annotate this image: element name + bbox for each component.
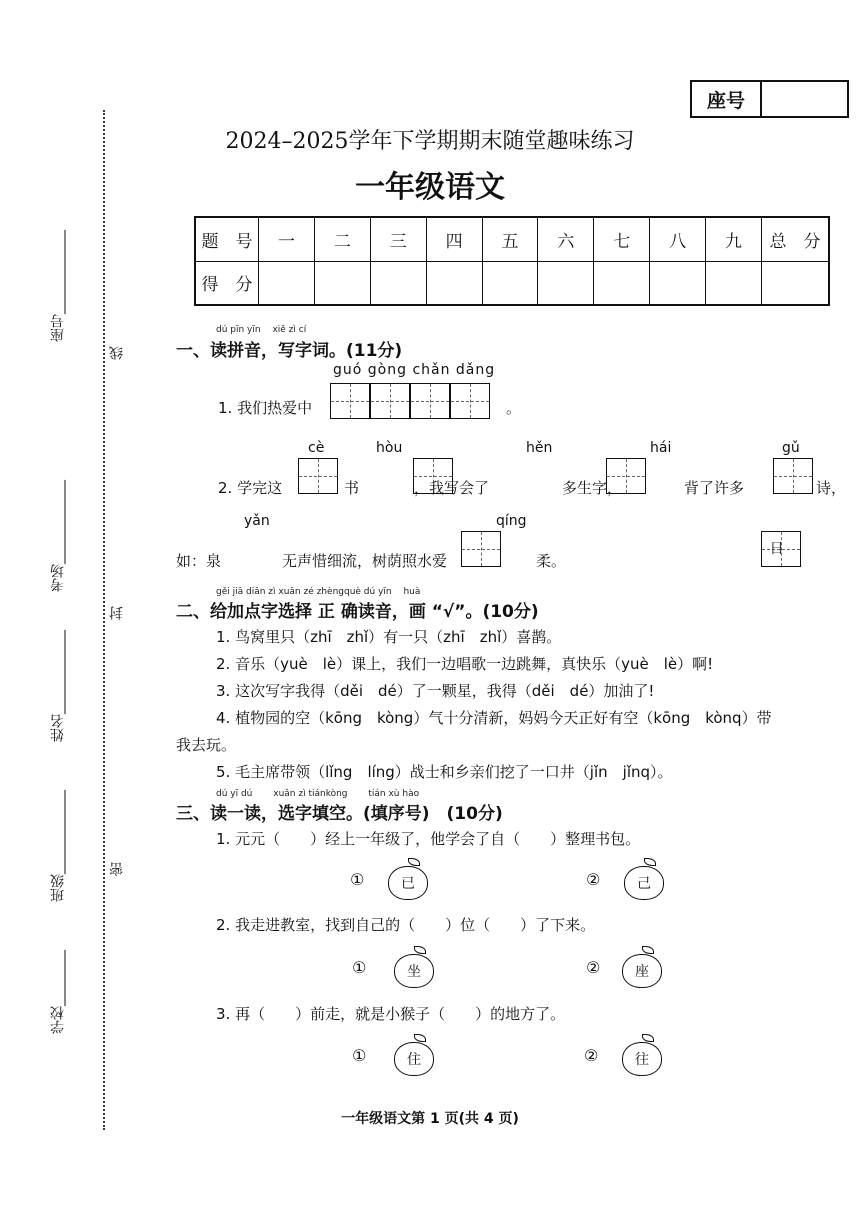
section2-pinyin: gěi jiā diǎn zì xuǎn zé zhèngquè dú yīn huà <box>216 587 421 597</box>
q2-text: 书 <box>344 479 360 497</box>
write-box[interactable] <box>450 383 490 419</box>
subject-title: 一年级语文 <box>355 170 505 205</box>
apple-icon[interactable]: 已 <box>386 858 432 902</box>
q2-text: 多生字， <box>562 479 623 497</box>
q2-pinyin: hòu <box>376 440 403 456</box>
option-number: ② <box>586 958 601 977</box>
score-cell: 六 <box>538 217 594 261</box>
exam-title: 2024–2025学年下学期期末随堂趣味练习 <box>225 129 635 154</box>
q3-text: 柔。 <box>536 552 567 570</box>
score-cell: 八 <box>650 217 706 261</box>
option-number: ① <box>352 958 367 977</box>
seat-number-box <box>690 80 849 118</box>
q2-pinyin: hěn <box>526 440 553 456</box>
room-label: 考场____________ <box>50 480 66 592</box>
score-entry[interactable] <box>314 261 370 305</box>
class-label: 班级____________ <box>50 790 66 902</box>
binding-dotted-line <box>103 110 105 1130</box>
option-number: ② <box>584 1046 599 1065</box>
score-cell: 题 号 <box>195 217 259 261</box>
score-table <box>194 216 830 306</box>
section3-question: 2. 我走进教室，找到自己的（ ）位（ ）了下来。 <box>216 916 596 934</box>
apple-icon[interactable]: 坐 <box>392 946 438 990</box>
option-number: ① <box>350 870 365 889</box>
score-entry[interactable] <box>538 261 594 305</box>
q3-text: 如：泉 <box>176 552 222 570</box>
q2-pinyin: hái <box>650 440 672 456</box>
q2-pinyin: cè <box>308 440 325 456</box>
option-number: ① <box>352 1046 367 1065</box>
school-label: 学校________ <box>50 950 66 1034</box>
apple-icon[interactable]: 己 <box>622 858 668 902</box>
section3-question: 1. 元元（ ）经上一年级了，他学会了自（ ）整理书包。 <box>216 830 641 848</box>
q1-pinyin: guó gòng chǎn dǎng <box>333 362 496 378</box>
q2-text: 诗， <box>816 479 847 497</box>
apple-icon[interactable]: 往 <box>620 1034 666 1078</box>
score-entry[interactable] <box>706 261 762 305</box>
section2-item: 2. 音乐（yuè lè）课上，我们一边唱歌一边跳舞，真快乐（yuè lè）啊! <box>216 655 714 673</box>
score-cell: 九 <box>706 217 762 261</box>
score-entry[interactable] <box>594 261 650 305</box>
score-entry[interactable] <box>482 261 538 305</box>
seal-xian: 线 <box>109 346 125 360</box>
score-cell: 三 <box>370 217 426 261</box>
section2-item: 5. 毛主席带领（lǐng líng）战士和乡亲们挖了一口井（jǐn jǐnq）。 <box>216 763 673 781</box>
section2-item: 4. 植物园的空（kōng kòng）气十分清新，妈妈今天正好有空（kōng kònq）带 <box>216 709 772 727</box>
seal-mi: 密 <box>109 862 125 876</box>
name-label: 姓名____________ <box>50 630 66 742</box>
write-box[interactable] <box>410 383 450 419</box>
q3-pinyin: qíng <box>496 513 527 529</box>
write-box[interactable] <box>461 531 501 567</box>
seat-number-field[interactable] <box>762 82 847 116</box>
score-cell: 一 <box>259 217 315 261</box>
score-entry[interactable] <box>370 261 426 305</box>
section2-title: 二、给加点字选择 正 确读音，画 “√”。(10分) <box>176 602 539 622</box>
q3-pinyin: yǎn <box>244 513 270 529</box>
score-cell: 四 <box>426 217 482 261</box>
option-number: ② <box>586 870 601 889</box>
score-cell: 总 分 <box>762 217 830 261</box>
q3-text: 无声惜细流，树荫照水爱 <box>282 552 448 570</box>
section3-question: 3. 再（ ）前走，就是小猴子（ ）的地方了。 <box>216 1005 566 1023</box>
score-cell: 五 <box>482 217 538 261</box>
section2-item: 3. 这次写字我得（děi dé）了一颗星，我得（děi dé）加油了! <box>216 682 655 700</box>
q2-text: 背了许多 <box>684 479 745 497</box>
score-entry[interactable] <box>259 261 315 305</box>
write-box[interactable] <box>370 383 410 419</box>
write-box[interactable] <box>330 383 370 419</box>
seal-feng: 封 <box>109 606 125 620</box>
section1-title: 一、读拼音，写字词。(11分) <box>176 341 403 361</box>
q2-pinyin: gǔ <box>782 440 800 456</box>
score-table-header-row <box>195 217 829 261</box>
write-box[interactable] <box>773 458 813 494</box>
score-entry[interactable] <box>650 261 706 305</box>
page-footer: 一年级语文第 1 页(共 4 页) <box>341 1111 519 1127</box>
q1-write-boxes[interactable] <box>330 383 490 419</box>
q2-text: ，我写会了 <box>414 479 490 497</box>
section1-pinyin: dú pīn yīn xiě zì cí <box>216 325 307 335</box>
q1-suffix: 。 <box>506 399 522 417</box>
apple-icon[interactable]: 住 <box>392 1034 438 1078</box>
seat-number-label: 座号 <box>692 82 762 116</box>
score-entry[interactable] <box>762 261 830 305</box>
score-cell: 七 <box>594 217 650 261</box>
seat-margin-label: 座号____________ <box>50 230 66 342</box>
q2-text: 2. 学完这 <box>218 479 283 497</box>
q1-prefix: 1. 我们热爱中 <box>218 399 313 417</box>
section2-item: 我去玩。 <box>176 736 237 754</box>
write-box[interactable]: 日 <box>761 531 801 567</box>
write-box[interactable] <box>298 458 338 494</box>
score-cell: 得 分 <box>195 261 259 305</box>
section3-title: 三、读一读，选字填空。(填序号) (10分) <box>176 804 503 824</box>
score-entry[interactable] <box>426 261 482 305</box>
section3-pinyin: dú yī dú xuǎn zì tiánkòng tián xù hào <box>216 789 420 799</box>
section2-item: 1. 鸟窝里只（zhī zhǐ）有一只（zhī zhǐ）喜鹊。 <box>216 628 562 646</box>
score-cell: 二 <box>314 217 370 261</box>
score-table-score-row <box>195 261 829 305</box>
apple-icon[interactable]: 座 <box>620 946 666 990</box>
